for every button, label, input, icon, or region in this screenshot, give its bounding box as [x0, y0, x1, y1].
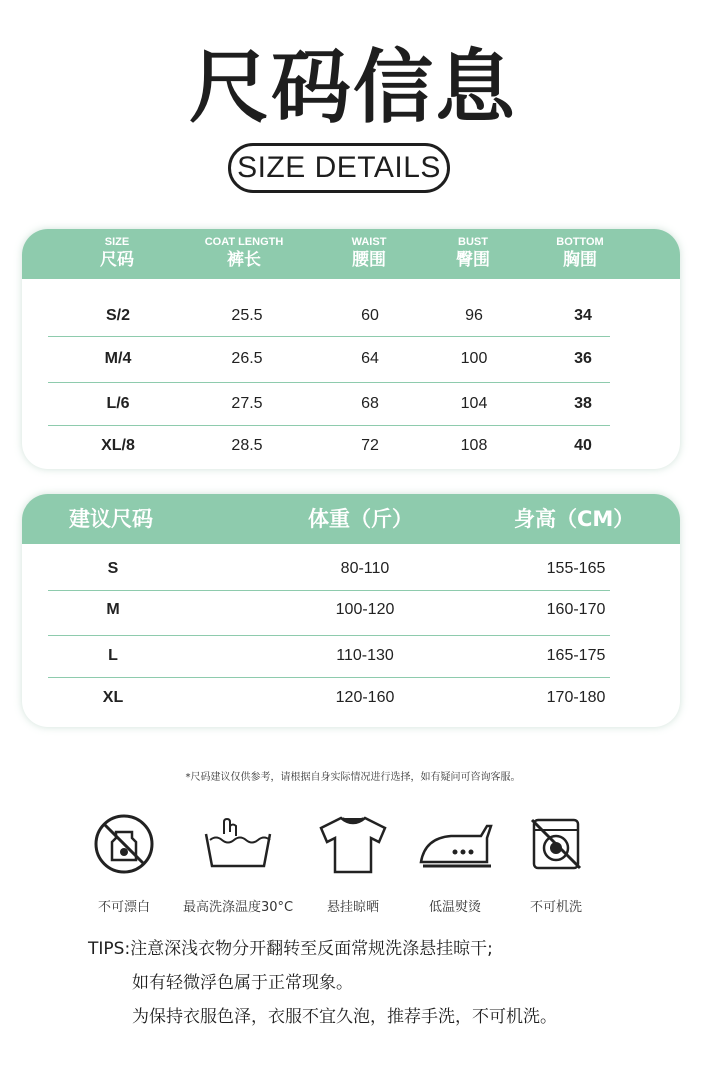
- care-item-hang-dry: [298, 812, 408, 915]
- header-weight: 体重（斤）: [308, 507, 413, 531]
- care-item-wash-30: [183, 812, 293, 915]
- care-item-low-iron: [400, 812, 510, 915]
- care-label: 低温熨烫: [428, 900, 481, 915]
- tips-line: 为保持衣服色泽，衣服不宜久泡，推荐手洗，不可机洗。: [132, 1007, 557, 1027]
- low-iron-icon: [415, 812, 495, 876]
- no-bleach-icon: [92, 812, 156, 876]
- no-machine-wash-icon: [524, 812, 588, 876]
- tips-line: TIPS:注意深浅衣物分开翻转至反面常规洗涤悬挂晾干;: [88, 939, 493, 959]
- tips: [88, 932, 557, 1034]
- hang-dry-icon: [315, 812, 391, 876]
- care-label: 最高洗涤温度30°C: [183, 900, 294, 915]
- header-bottom: BOTTOM 胸围: [556, 236, 604, 270]
- subtitle-text: SIZE DETAILS: [237, 151, 441, 184]
- page-title: 尺码信息: [189, 41, 517, 134]
- header-recommend-size: 建议尺码: [69, 507, 153, 531]
- table-row: S/2 25.5 60 96 34: [48, 294, 610, 337]
- care-item-no-bleach: [69, 812, 179, 915]
- table-row: XL/8 28.5 72 108 40: [101, 437, 592, 454]
- table-row: M 100-120 160-170: [48, 590, 610, 635]
- header-height: 身高（CM）: [514, 507, 635, 531]
- care-label: 不可机洗: [529, 900, 582, 915]
- care-label: 悬挂晾晒: [326, 900, 379, 915]
- header-bust: BUST 臀围: [456, 236, 490, 270]
- table-row: L/6 27.5 68 104 38: [48, 382, 610, 426]
- subtitle-pill: [228, 143, 450, 193]
- table-row: L 110-130 165-175: [48, 635, 610, 677]
- header-waist: WAIST 腰围: [351, 236, 387, 270]
- size-note: *尺码建议仅供参考，请根据自身实际情况进行选择，如有疑问可咨询客服。: [185, 772, 521, 783]
- header-size: SIZE 尺码: [100, 236, 134, 270]
- tips-line: 如有轻微浮色属于正常现象。: [132, 973, 353, 993]
- care-label: 不可漂白: [97, 900, 150, 915]
- header-coat-length: COAT LENGTH 裤长: [204, 236, 284, 270]
- care-item-no-machine-wash: [501, 812, 611, 915]
- size-table-header: [22, 229, 680, 279]
- table-row: M/4 26.5 64 100 36: [48, 337, 610, 382]
- table-row: XL 120-160 170-180: [102, 689, 606, 706]
- table-row: S 80-110 155-165: [48, 548, 610, 590]
- wash-30-icon: [198, 812, 278, 876]
- recommend-table-header: [22, 494, 680, 544]
